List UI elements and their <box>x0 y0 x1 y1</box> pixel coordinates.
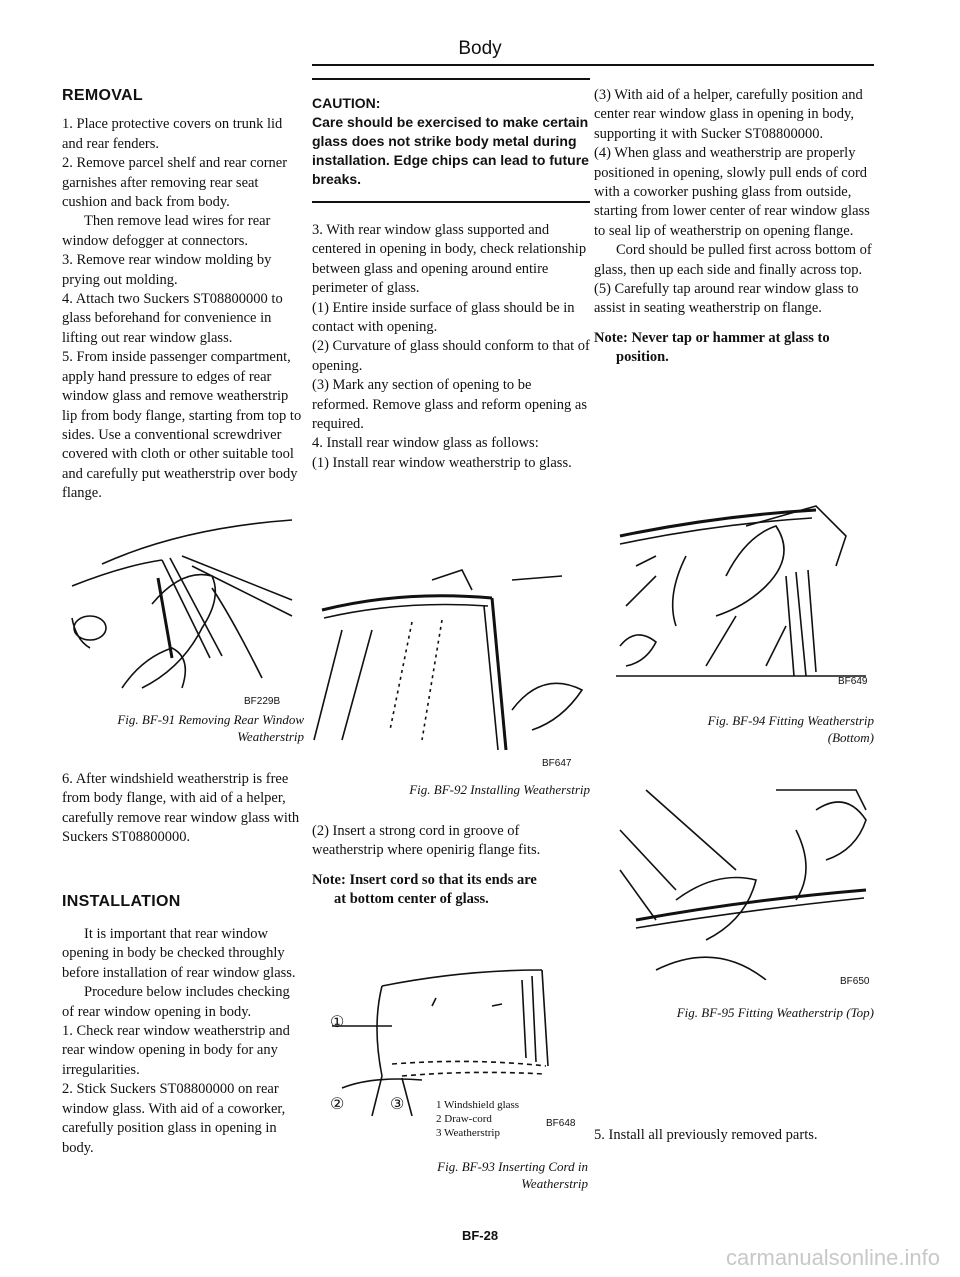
column-middle-lower <box>312 822 590 910</box>
column-left <box>62 86 302 504</box>
removal-step-4: 4. Attach two Suckers ST08800000 to glass beforehand for convenience in lifting out rear window glass. <box>62 291 283 346</box>
installation-step-2: 2. Stick Suckers ST08800000 on rear window glass. With aid of a coworker, carefully position glass in opening in body. <box>62 1081 286 1156</box>
fig-bf93-callout-1: ① <box>330 1014 345 1031</box>
fig-bf95-caption: Fig. BF-95 Fitting Weatherstrip (Top) <box>676 1005 874 1020</box>
install-step-3-3: (3) Mark any section of opening to be reformed. Remove glass and reform opening as required. <box>312 377 588 433</box>
removal-step-2b: Then remove lead wires for rear window defogger at connectors. <box>62 213 271 249</box>
figure-bf91-illustration <box>62 508 302 694</box>
install-step-4-4: (4) When glass and weatherstrip are properly positioned in opening, slowly pull ends of cord with a coworker pushing glass from outside, starting from lower center of rear window glass to seal lip of weatherstrip on opening flange. <box>594 145 870 239</box>
fig-bf93-caption-line1: Fig. BF-93 Inserting Cord in <box>437 1159 588 1174</box>
fig-bf94-caption <box>594 712 874 746</box>
note-insert-cord-line1: Note: Insert cord so that its ends are <box>312 871 537 888</box>
caution-box <box>312 78 590 203</box>
fig-bf94-caption-line2: (Bottom) <box>827 730 874 745</box>
installation-intro-2: Procedure below includes checking of rear window opening in body. <box>62 984 290 1020</box>
removal-step-3: 3. Remove rear window molding by prying out molding. <box>62 252 272 288</box>
fig-bf93-callout-3: ③ <box>390 1096 405 1113</box>
fig-bf92-code: BF647 <box>542 758 572 769</box>
note-insert-cord-line2: at bottom center of glass. <box>334 891 489 908</box>
installation-step-1: 1. Check rear window weatherstrip and rear window opening in body for any irregularities. <box>62 1023 290 1078</box>
install-step-3: 3. With rear window glass supported and centered in opening in body, check relationship between glass and opening around entire perimeter of glass. <box>312 222 587 297</box>
fig-bf93-code: BF648 <box>546 1118 576 1129</box>
fig-bf93-caption <box>312 1158 588 1192</box>
removal-heading: REMOVAL <box>62 87 143 104</box>
install-step-4: 4. Install rear window glass as follows: <box>312 435 539 452</box>
fig-bf91-caption-line2: Weatherstrip <box>237 729 304 744</box>
install-step-4-5: (5) Carefully tap around rear window glass to assist in seating weatherstrip on flange. <box>594 281 859 317</box>
header-rule <box>312 64 874 66</box>
fig-bf93-legend-3: 3 Weatherstrip <box>436 1127 500 1139</box>
fig-bf91-caption <box>62 711 304 745</box>
figure-bf94-illustration <box>616 496 874 682</box>
caution-text: Care should be exercised to make certain glass does not strike body metal during installation. Edge chips can lead to future breaks. <box>312 114 589 187</box>
page-header: Body <box>458 38 502 59</box>
installation-heading: INSTALLATION <box>62 892 181 910</box>
removal-step-1: 1. Place protective covers on trunk lid and rear fenders. <box>62 116 283 152</box>
fig-bf91-code: BF229B <box>244 696 281 707</box>
fig-bf91-caption-line1: Fig. BF-91 Removing Rear Window <box>117 712 304 727</box>
column-right <box>594 86 872 368</box>
fig-bf94-code: BF649 <box>838 676 868 687</box>
note-never-tap <box>594 329 872 368</box>
installation-intro: It is important that rear window opening in body be checked throughly before installation of rear window glass. <box>62 926 296 981</box>
install-step-4-3: (3) With aid of a helper, carefully position and center rear window glass in opening in body, supporting it with Sucker ST08800000. <box>594 87 863 142</box>
note-insert-cord <box>312 871 590 910</box>
fig-bf94-caption-line1: Fig. BF-94 Fitting Weatherstrip <box>707 713 874 728</box>
install-step-4-1: (1) Install rear window weatherstrip to glass. <box>312 454 572 471</box>
install-step-5: 5. Install all previously removed parts. <box>594 1127 818 1143</box>
install-step-4-4b: Cord should be pulled first across bottom of glass, then up each side and finally across top. <box>594 242 872 278</box>
install-step-4-2: (2) Insert a strong cord in groove of weatherstrip where openirig flange fits. <box>312 823 541 859</box>
install-step-3-1: (1) Entire inside surface of glass should be in contact with opening. <box>312 299 575 336</box>
note-never-tap-line1: Note: Never tap or hammer at glass to <box>594 329 830 346</box>
removal-step-2: 2. Remove parcel shelf and rear corner garnishes after removing rear seat cushion and back from body. <box>62 155 288 211</box>
page-number: BF-28 <box>461 1228 499 1243</box>
fig-bf93-legend-2: 2 Draw-cord <box>436 1113 492 1125</box>
fig-bf92-caption: Fig. BF-92 Installing Weatherstrip <box>409 782 590 797</box>
fig-bf93-legend <box>436 1098 519 1140</box>
column-middle <box>312 78 590 473</box>
fig-bf93-caption-line2: Weatherstrip <box>521 1176 588 1191</box>
column-left-lower <box>62 770 302 1158</box>
figure-bf93-illustration <box>312 966 590 1116</box>
removal-step-6: 6. After windshield weatherstrip is free from body flange, with aid of a helper, carefully remove rear window glass with Suckers ST08800000. <box>62 771 300 846</box>
removal-step-5: 5. From inside passenger compartment, apply hand pressure to edges of rear window glass and remove weatherstrip lip from body flange, starting from top to sides. Use a conventional screwdriver covered with cloth or other suitable tool and carefully put weatherstrip over body flange. <box>62 349 302 502</box>
column-right-lower <box>594 1126 872 1145</box>
fig-bf95-code: BF650 <box>840 976 870 987</box>
fig-bf93-legend-1: 1 Windshield glass <box>436 1099 520 1111</box>
note-never-tap-line2: position. <box>616 349 669 366</box>
fig-bf93-callout-2: ② <box>330 1096 345 1113</box>
watermark: carmanualsonline.info <box>725 1245 940 1270</box>
caution-title: CAUTION: <box>312 95 381 111</box>
figure-bf92-illustration <box>312 560 590 750</box>
figure-bf95-illustration <box>616 770 874 980</box>
install-step-3-2: (2) Curvature of glass should conform to that of opening. <box>312 338 590 374</box>
